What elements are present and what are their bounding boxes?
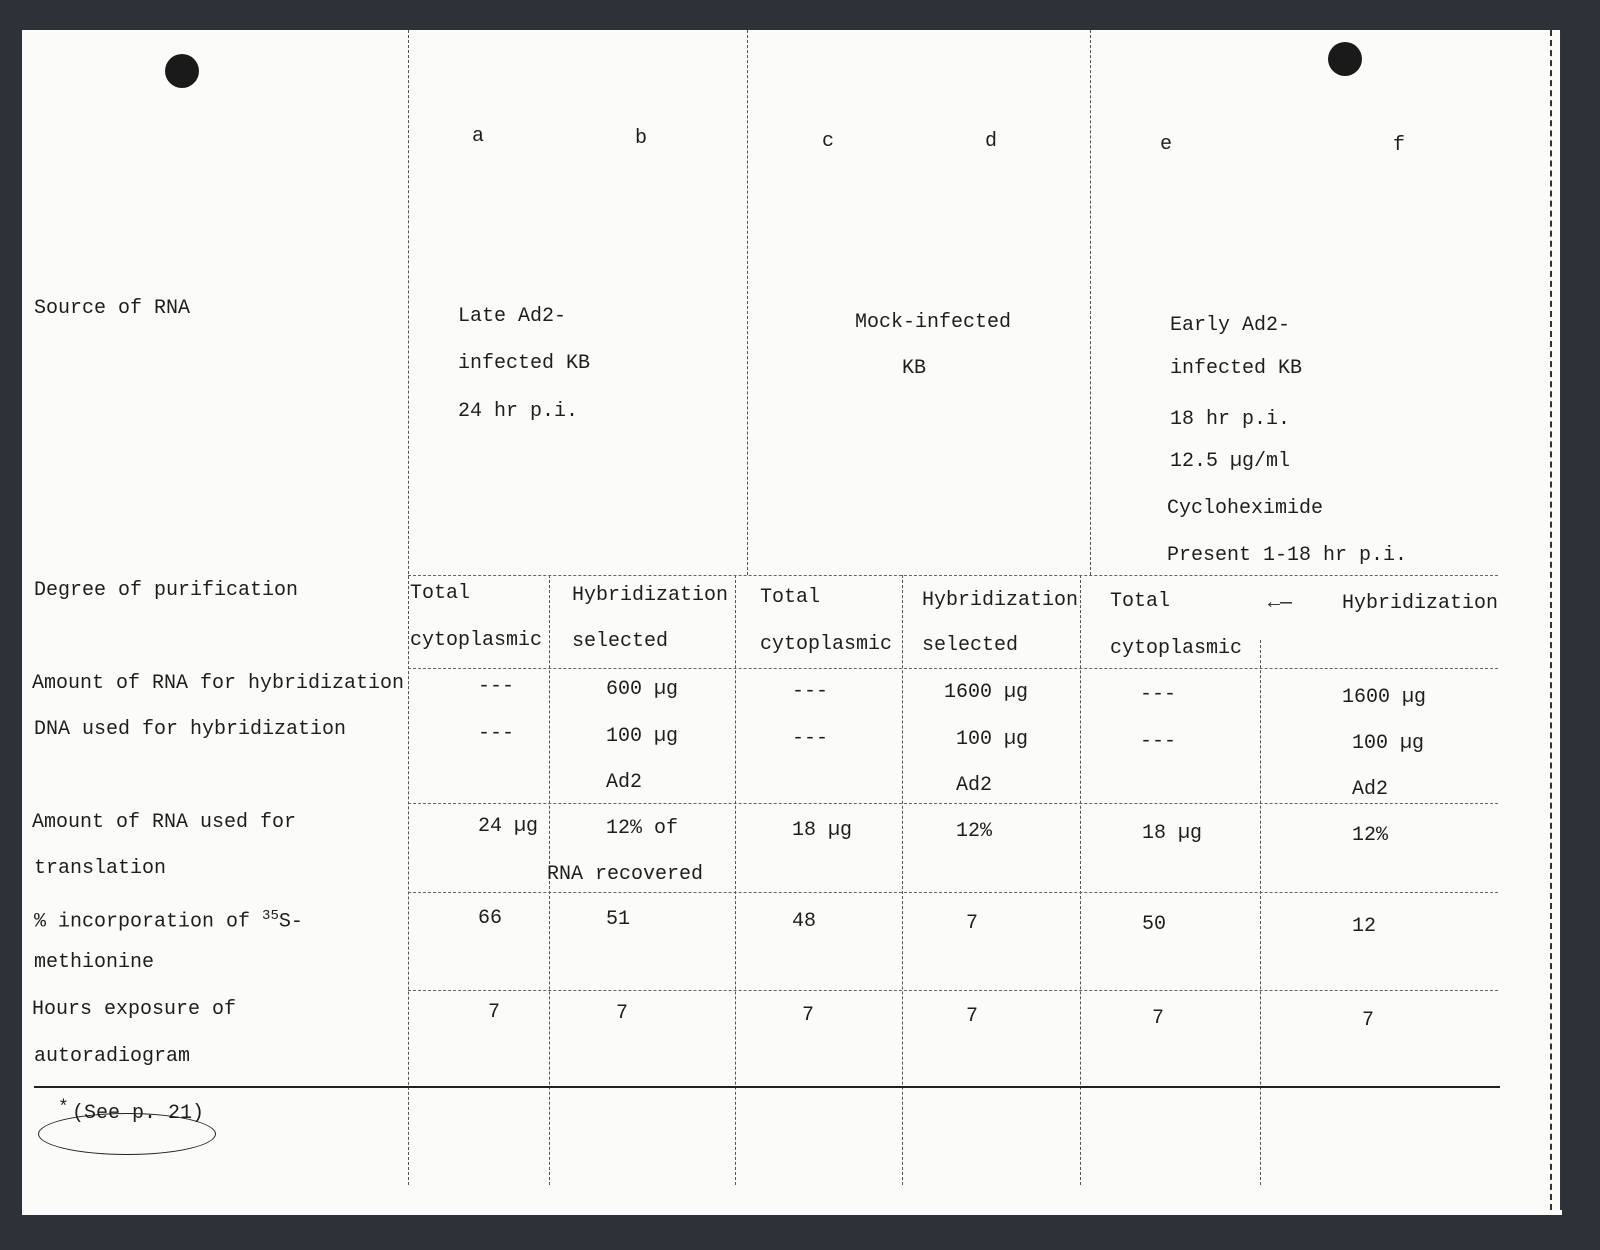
- punch-hole-right: [1328, 42, 1362, 76]
- row-label-incorporation: [34, 904, 303, 935]
- purification-c-line2: cytoplasmic: [760, 633, 893, 656]
- dna-hyb-d-line1: 100 µg: [956, 728, 1029, 751]
- row-label-amount-trans-line2: translation: [34, 857, 167, 880]
- row-label-dna-hyb: DNA used for hybridization: [34, 718, 347, 741]
- exposure-f: 7: [1362, 1009, 1375, 1032]
- source-late-line3: 24 hr p.i.: [458, 400, 579, 423]
- incorporation-label-sup: 35: [262, 908, 279, 924]
- dna-hyb-b-line1: 100 µg: [606, 725, 679, 748]
- dna-hyb-e: ---: [1140, 730, 1177, 753]
- document-page: [22, 30, 1562, 1215]
- purification-f-line1: Hybridization: [1342, 592, 1499, 615]
- amount-trans-a: 24 µg: [478, 815, 539, 838]
- purification-a-line1: Total: [410, 582, 471, 605]
- footnote-text: (See p. 21): [72, 1102, 205, 1125]
- row-label-incorporation-line2: methionine: [34, 951, 155, 974]
- purification-e-line2: cytoplasmic: [1110, 637, 1243, 660]
- incorporation-label-post: S-: [278, 910, 303, 934]
- divider-v8: [1260, 640, 1261, 1185]
- dna-hyb-f-line1: 100 µg: [1352, 732, 1425, 755]
- incorporation-a: 66: [478, 907, 503, 930]
- rule-h1: [408, 575, 1498, 576]
- row-label-exposure-line2: autoradiogram: [34, 1045, 191, 1068]
- amount-hyb-c: ---: [792, 680, 829, 703]
- amount-trans-f: 12%: [1352, 824, 1389, 847]
- rule-h5: [408, 990, 1498, 991]
- rule-h3: [408, 803, 1498, 804]
- source-early-line2: infected KB: [1170, 357, 1303, 380]
- column-letter-b: b: [635, 127, 648, 150]
- column-letter-c: c: [822, 130, 835, 153]
- divider-v1: [408, 30, 409, 1185]
- purification-d-line1: Hybridization: [922, 589, 1079, 612]
- source-late-line1: Late Ad2-: [458, 305, 567, 328]
- amount-trans-e: 18 µg: [1142, 822, 1203, 845]
- source-mock-line1: Mock-infected: [855, 311, 1012, 334]
- purification-d-line2: selected: [922, 634, 1019, 657]
- dna-hyb-a: ---: [478, 722, 515, 745]
- exposure-c: 7: [802, 1004, 815, 1027]
- purification-c-line1: Total: [760, 586, 821, 609]
- dna-hyb-b-line2: Ad2: [606, 771, 643, 794]
- row-label-source: Source of RNA: [34, 297, 191, 320]
- column-letter-d: d: [985, 130, 998, 153]
- arrow-left-icon: ←—: [1268, 592, 1293, 615]
- rule-bottom: [34, 1086, 1500, 1088]
- amount-hyb-f: 1600 µg: [1342, 686, 1427, 709]
- footnote-star: *: [58, 1098, 69, 1118]
- purification-e-line1: Total: [1110, 590, 1171, 613]
- rule-h2: [408, 668, 1498, 669]
- purification-b-line1: Hybridization: [572, 584, 729, 607]
- source-early-line1: Early Ad2-: [1170, 314, 1291, 337]
- incorporation-d: 7: [966, 912, 979, 935]
- amount-trans-c: 18 µg: [792, 819, 853, 842]
- source-mock-line2: KB: [902, 357, 927, 380]
- incorporation-e: 50: [1142, 913, 1167, 936]
- purification-a-line2: cytoplasmic: [410, 629, 543, 652]
- dna-hyb-f-line2: Ad2: [1352, 778, 1389, 801]
- source-early-line3: 18 hr p.i.: [1170, 408, 1291, 431]
- amount-trans-b-line1: 12% of: [606, 817, 679, 840]
- incorporation-label-pre: % incorporation of: [34, 910, 263, 934]
- purification-b-line2: selected: [572, 630, 669, 653]
- column-letter-f: f: [1393, 134, 1406, 157]
- incorporation-c: 48: [792, 910, 817, 933]
- rule-h4: [408, 892, 1498, 893]
- exposure-d: 7: [966, 1005, 979, 1028]
- punch-hole-left: [165, 54, 199, 88]
- divider-v5: [735, 575, 736, 1185]
- source-early-line6: Present 1-18 hr p.i.: [1167, 544, 1408, 567]
- divider-v7: [1080, 575, 1081, 1185]
- row-label-amount-trans-line1: Amount of RNA used for: [32, 811, 297, 834]
- source-early-line5: Cycloheximide: [1167, 497, 1324, 520]
- row-label-exposure-line1: Hours exposure of: [32, 998, 237, 1021]
- dna-hyb-c: ---: [792, 727, 829, 750]
- row-label-amount-hyb: Amount of RNA for hybridization: [32, 672, 405, 695]
- page-edge: [1550, 30, 1562, 1210]
- amount-hyb-b: 600 µg: [606, 678, 679, 701]
- dna-hyb-d-line2: Ad2: [956, 774, 993, 797]
- amount-hyb-d: 1600 µg: [944, 681, 1029, 704]
- exposure-a: 7: [488, 1001, 501, 1024]
- source-early-line4: 12.5 µg/ml: [1170, 450, 1291, 473]
- amount-hyb-e: ---: [1140, 683, 1177, 706]
- divider-v6: [902, 575, 903, 1185]
- source-late-line2: infected KB: [458, 352, 591, 375]
- row-label-purification: Degree of purification: [34, 579, 299, 602]
- incorporation-f: 12: [1352, 915, 1377, 938]
- divider-v3: [1090, 30, 1091, 575]
- amount-hyb-a: ---: [478, 675, 515, 698]
- exposure-e: 7: [1152, 1007, 1165, 1030]
- column-letter-e: e: [1160, 133, 1173, 156]
- amount-trans-d: 12%: [956, 820, 993, 843]
- column-letter-a: a: [472, 125, 485, 148]
- exposure-b: 7: [616, 1002, 629, 1025]
- amount-trans-b-line2: RNA recovered: [547, 863, 704, 886]
- divider-v2: [747, 30, 748, 575]
- incorporation-b: 51: [606, 908, 631, 931]
